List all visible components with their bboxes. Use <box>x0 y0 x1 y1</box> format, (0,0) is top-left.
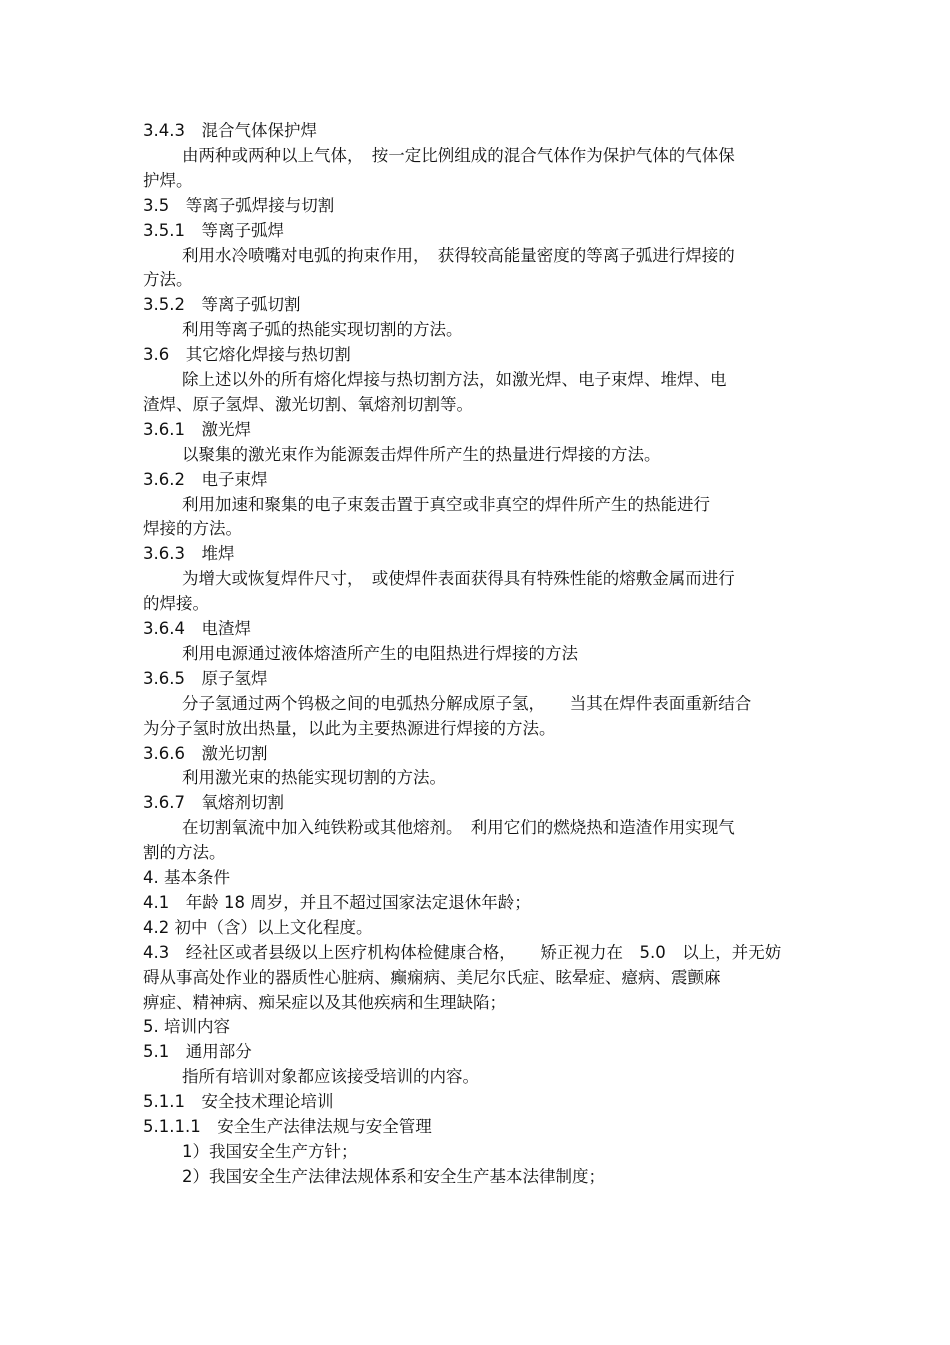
list-item: 1）我国安全生产方针； <box>182 1141 358 1161</box>
section-heading: 4.1 年龄 18 周岁，并且不超过国家法定退休年龄； <box>143 892 531 912</box>
section-heading: 3.6.6 激光切割 <box>143 743 268 763</box>
section-heading: 3.4.3 混合气体保护焊 <box>143 121 317 140</box>
section-heading: 4.3 经社区或者县级以上医疗机构体检健康合格， 矫正视力在 5.0 以上，并无妨 <box>143 942 782 962</box>
section-heading: 3.6.5 原子氢焊 <box>143 668 268 688</box>
section-heading: 3.6.1 激光焊 <box>143 419 251 439</box>
paragraph-line: 在切割氧流中加入纯铁粉或其他熔剂。 利用它们的燃烧热和造渣作用实现气 <box>182 818 735 838</box>
section-heading: 3.5.2 等离子弧切割 <box>143 295 301 315</box>
paragraph-line: 为增大或恢复焊件尺寸， 或使焊件表面获得具有特殊性能的熔敷金属而进行 <box>182 569 735 589</box>
section-heading: 4.2 初中（含）以上文化程度。 <box>143 917 373 937</box>
paragraph-line: 分子氢通过两个钨极之间的电弧热分解成原子氢， 当其在焊件表面重新结合 <box>182 693 752 713</box>
paragraph-line: 的焊接。 <box>143 594 209 614</box>
section-heading: 3.5 等离子弧焊接与切割 <box>143 195 335 215</box>
paragraph-line: 除上述以外的所有熔化焊接与热切割方法，如激光焊、电子束焊、堆焊、电 <box>182 370 727 389</box>
paragraph-line: 指所有培训对象都应该接受培训的内容。 <box>182 1067 479 1087</box>
paragraph-line: 利用电源通过液体熔渣所产生的电阻热进行焊接的方法 <box>182 643 578 663</box>
paragraph-line: 为分子氢时放出热量，以此为主要热源进行焊接的方法。 <box>143 718 556 738</box>
paragraph-line: 利用加速和聚集的电子束轰击置于真空或非真空的焊件所产生的热能进行 <box>182 494 710 514</box>
paragraph-line: 护焊。 <box>143 170 193 190</box>
section-heading: 5. 培训内容 <box>143 1017 230 1037</box>
paragraph-line: 由两种或两种以上气体， 按一定比例组成的混合气体作为保护气体的气体保 <box>182 145 735 165</box>
paragraph-line: 以聚集的激光束作为能源轰击焊件所产生的热量进行焊接的方法。 <box>182 444 661 464</box>
section-heading: 3.6.7 氧熔剂切割 <box>143 793 284 813</box>
list-item: 2）我国安全生产法律法规体系和安全生产基本法律制度； <box>182 1166 605 1186</box>
paragraph-line: 焊接的方法。 <box>143 519 242 539</box>
section-heading: 3.6 其它熔化焊接与热切割 <box>143 345 351 365</box>
paragraph-line: 利用等离子弧的热能实现切割的方法。 <box>182 320 463 340</box>
section-heading: 3.6.2 电子束焊 <box>143 469 268 489</box>
paragraph-line: 碍从事高处作业的器质性心脏病、癫痫病、美尼尔氏症、眩晕症、癔病、震颤麻 <box>143 967 721 987</box>
paragraph-line: 利用激光束的热能实现切割的方法。 <box>182 768 446 788</box>
section-heading: 3.5.1 等离子弧焊 <box>143 220 284 240</box>
paragraph-line: 渣焊、原子氢焊、激光切割、氧熔剂切割等。 <box>143 394 473 414</box>
paragraph-line: 方法。 <box>143 270 193 290</box>
section-heading: 4. 基本条件 <box>143 868 230 887</box>
section-heading: 3.6.3 堆焊 <box>143 544 235 564</box>
section-heading: 3.6.4 电渣焊 <box>143 619 251 638</box>
section-heading: 5.1.1 安全技术理论培训 <box>143 1092 334 1112</box>
paragraph-line: 痹症、精神病、痴呆症以及其他疾病和生理缺陷； <box>143 992 506 1012</box>
section-heading: 5.1.1.1 安全生产法律法规与安全管理 <box>143 1117 432 1136</box>
paragraph-line: 割的方法。 <box>143 843 226 863</box>
paragraph-line: 利用水冷喷嘴对电弧的拘束作用， 获得较高能量密度的等离子弧进行焊接的 <box>182 245 735 265</box>
section-heading: 5.1 通用部分 <box>143 1042 252 1062</box>
